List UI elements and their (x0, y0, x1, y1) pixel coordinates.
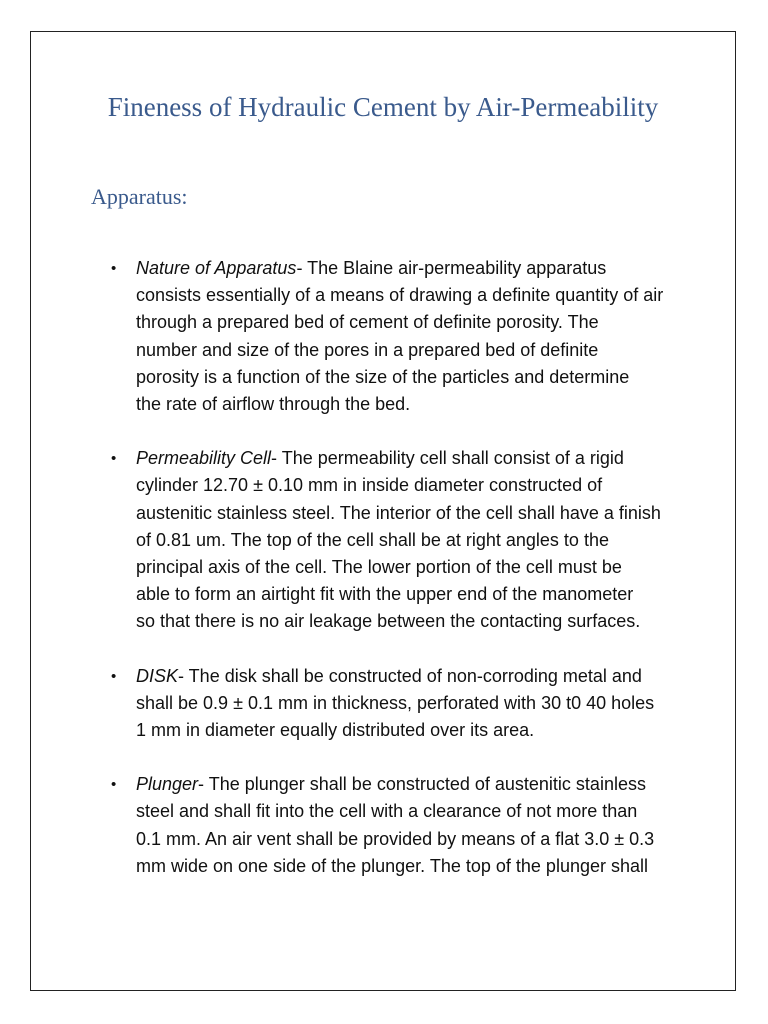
item-line: so that there is no air leakage between the contacting surfaces. (136, 611, 641, 632)
item-line: steel and shall fit into the cell with a clearance of not more than (136, 801, 638, 822)
item-line: consists essentially of a means of drawing a definite quantity of air (136, 285, 664, 306)
item-line: the rate of airflow through the bed. (136, 394, 411, 415)
item-text: - The disk shall be constructed of non-corroding metal and (178, 665, 642, 686)
item-text: - The permeability cell shall consist of a rigid (271, 448, 624, 469)
item-term: Plunger (136, 774, 199, 795)
apparatus-list (108, 255, 698, 907)
document-title: Fineness of Hydraulic Cement by Air-Permeability (107, 92, 659, 122)
item-term: Nature of Apparatus (136, 258, 297, 278)
list-item-permeability-cell (108, 445, 698, 635)
item-line: mm wide on one side of the plunger. The top of the plunger shall (136, 855, 648, 876)
item-line: porosity is a function of the size of the particles and determine (136, 366, 630, 387)
item-line: shall be 0.9 ± 0.1 mm in thickness, perforated with 30 t0 40 holes (136, 692, 655, 713)
item-term: DISK (136, 665, 179, 686)
item-line: austenitic stainless steel. The interior of the cell shall have a finish (136, 502, 661, 523)
item-term: Permeability Cell (136, 448, 272, 469)
item-text: - The plunger shall be constructed of austenitic stainless (198, 774, 646, 795)
item-line: cylinder 12.70 ± 0.10 mm in inside diameter constructed of (136, 475, 603, 496)
item-line: of 0.81 um. The top of the cell shall be at right angles to the (136, 529, 609, 550)
item-line: 1 mm in diameter equally distributed over its area. (136, 720, 535, 741)
item-line (136, 771, 698, 798)
bullet-icon: • (111, 776, 117, 794)
list-item-disk (108, 663, 698, 745)
item-line: number and size of the pores in a prepared bed of definite (136, 339, 599, 360)
item-line (136, 255, 698, 282)
item-line: able to form an airtight fit with the upper end of the manometer (136, 584, 634, 605)
section-heading-apparatus: Apparatus: (91, 184, 188, 209)
item-line (136, 445, 698, 472)
item-line: 0.1 mm. An air vent shall be provided by means of a flat 3.0 ± 0.3 (136, 828, 655, 849)
item-text: - The Blaine air-permeability apparatus (296, 258, 607, 278)
bullet-icon: • (111, 450, 117, 468)
item-line (136, 663, 698, 690)
item-line: principal axis of the cell. The lower portion of the cell must be (136, 557, 622, 578)
list-item-plunger (108, 771, 698, 880)
bullet-icon: • (111, 667, 117, 685)
bullet-icon: • (111, 260, 117, 277)
item-line: through a prepared bed of cement of definite porosity. The (136, 312, 599, 333)
list-item-nature-of-apparatus (108, 255, 698, 418)
